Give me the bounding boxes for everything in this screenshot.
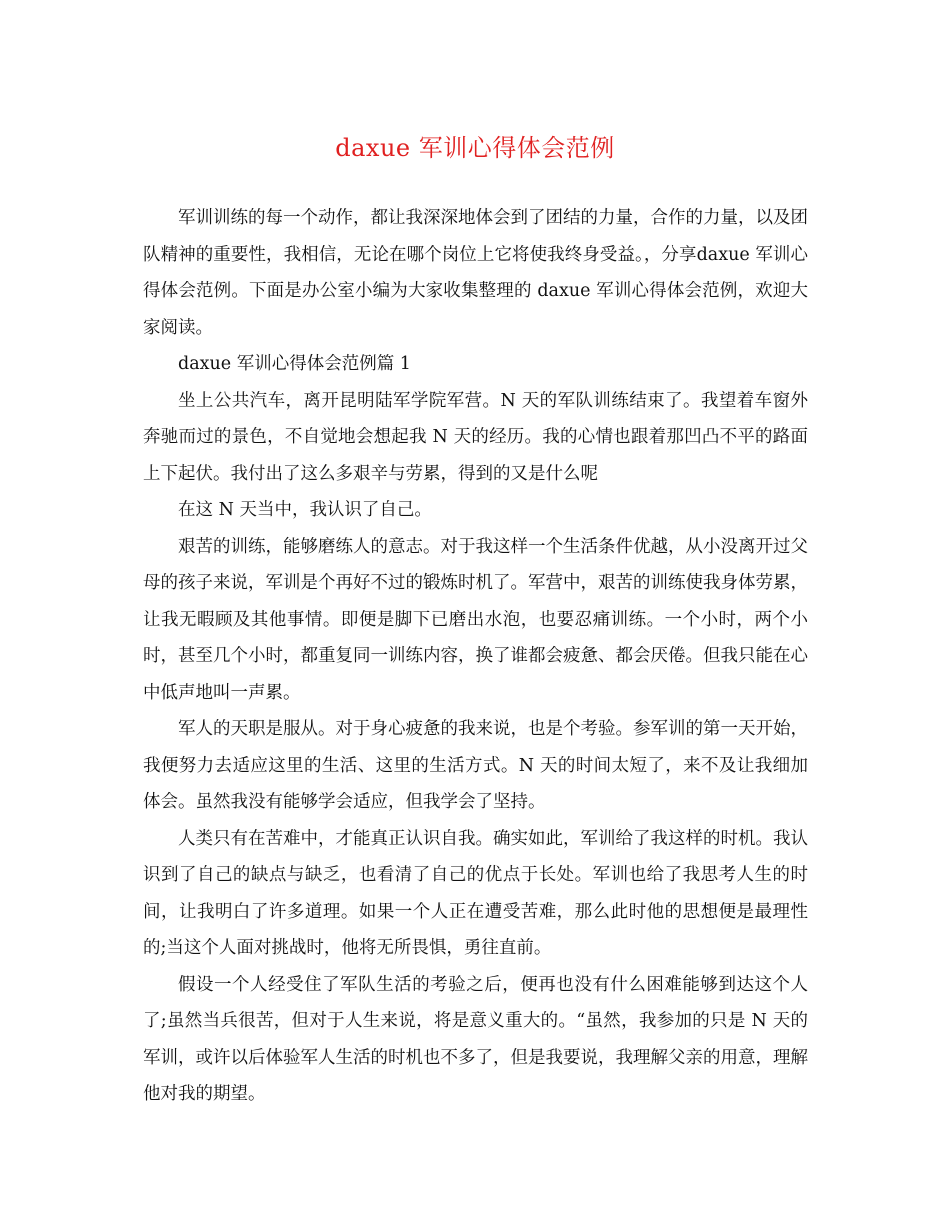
paragraph: 艰苦的训练，能够磨练人的意志。对于我这样一个生活条件优越，从小没离开过父母的孩子来说，军训是个再好不过的锻炼时机了。军营中，艰苦的训练使我身体劳累，让我无暇顾及其他事情。即便是脚下已磨出水泡，也要忍痛训练。一个小时，两个小时，甚至几个小时，都重复同一训练内容，换了谁都会疲惫、都会厌倦。但我只能在心中低声地叫一声累。 bbox=[143, 536, 808, 703]
document-title: daxue 军训心得体会范例 bbox=[335, 134, 615, 162]
paragraph: 人类只有在苦难中，才能真正认识自我。确实如此，军训给了我这样的时机。我认识到了自己的缺点与缺乏，也看清了自己的优点于长处。军训也给了我思考人生的时间，让我明白了许多道理。如果一个人正在遭受苦难，那么此时他的思想便是最理性的;当这个人面对挑战时，他将无所畏惧，勇往直前。 bbox=[143, 828, 808, 958]
paragraph: 在这 N 天当中，我认识了自己。 bbox=[178, 500, 432, 520]
document-body bbox=[143, 200, 808, 1113]
section-heading: daxue 军训心得体会范例篇 1 bbox=[178, 354, 411, 374]
paragraph: 假设一个人经受住了军队生活的考验之后，便再也没有什么困难能够到达这个人了;虽然当兵很苦，但对于人生来说，将是意义重大的。“虽然，我参加的只是 N 天的军训，或许以后体验军人生活的时机也不多了，但是我要说，我理解父亲的用意，理解他对我的期望。 bbox=[143, 974, 808, 1104]
paragraph: 军人的天职是服从。对于身心疲惫的我来说，也是个考验。参军训的第一天开始，我便努力去适应这里的生活、这里的生活方式。N 天的时间太短了，来不及让我细加体会。虽然我没有能够学会适应，但我学会了坚持。 bbox=[143, 719, 808, 812]
paragraph: 坐上公共汽车，离开昆明陆军学院军营。N 天的军队训练结束了。我望着车窗外奔驰而过的景色，不自觉地会想起我 N 天的经历。我的心情也跟着那凹凸不平的路面上下起伏。我付出了这么多艰辛与劳累，得到的又是什么呢 bbox=[143, 390, 808, 484]
paragraph-intro: 军训训练的每一个动作，都让我深深地体会到了团结的力量，合作的力量，以及团队精神的重要性，我相信，无论在哪个岗位上它将使我终身受益。，分享daxue 军训心得体会范例。下面是办公室小编为大家收集整理的 daxue 军训心得体会范例，欢迎大家阅读。 bbox=[143, 208, 808, 338]
